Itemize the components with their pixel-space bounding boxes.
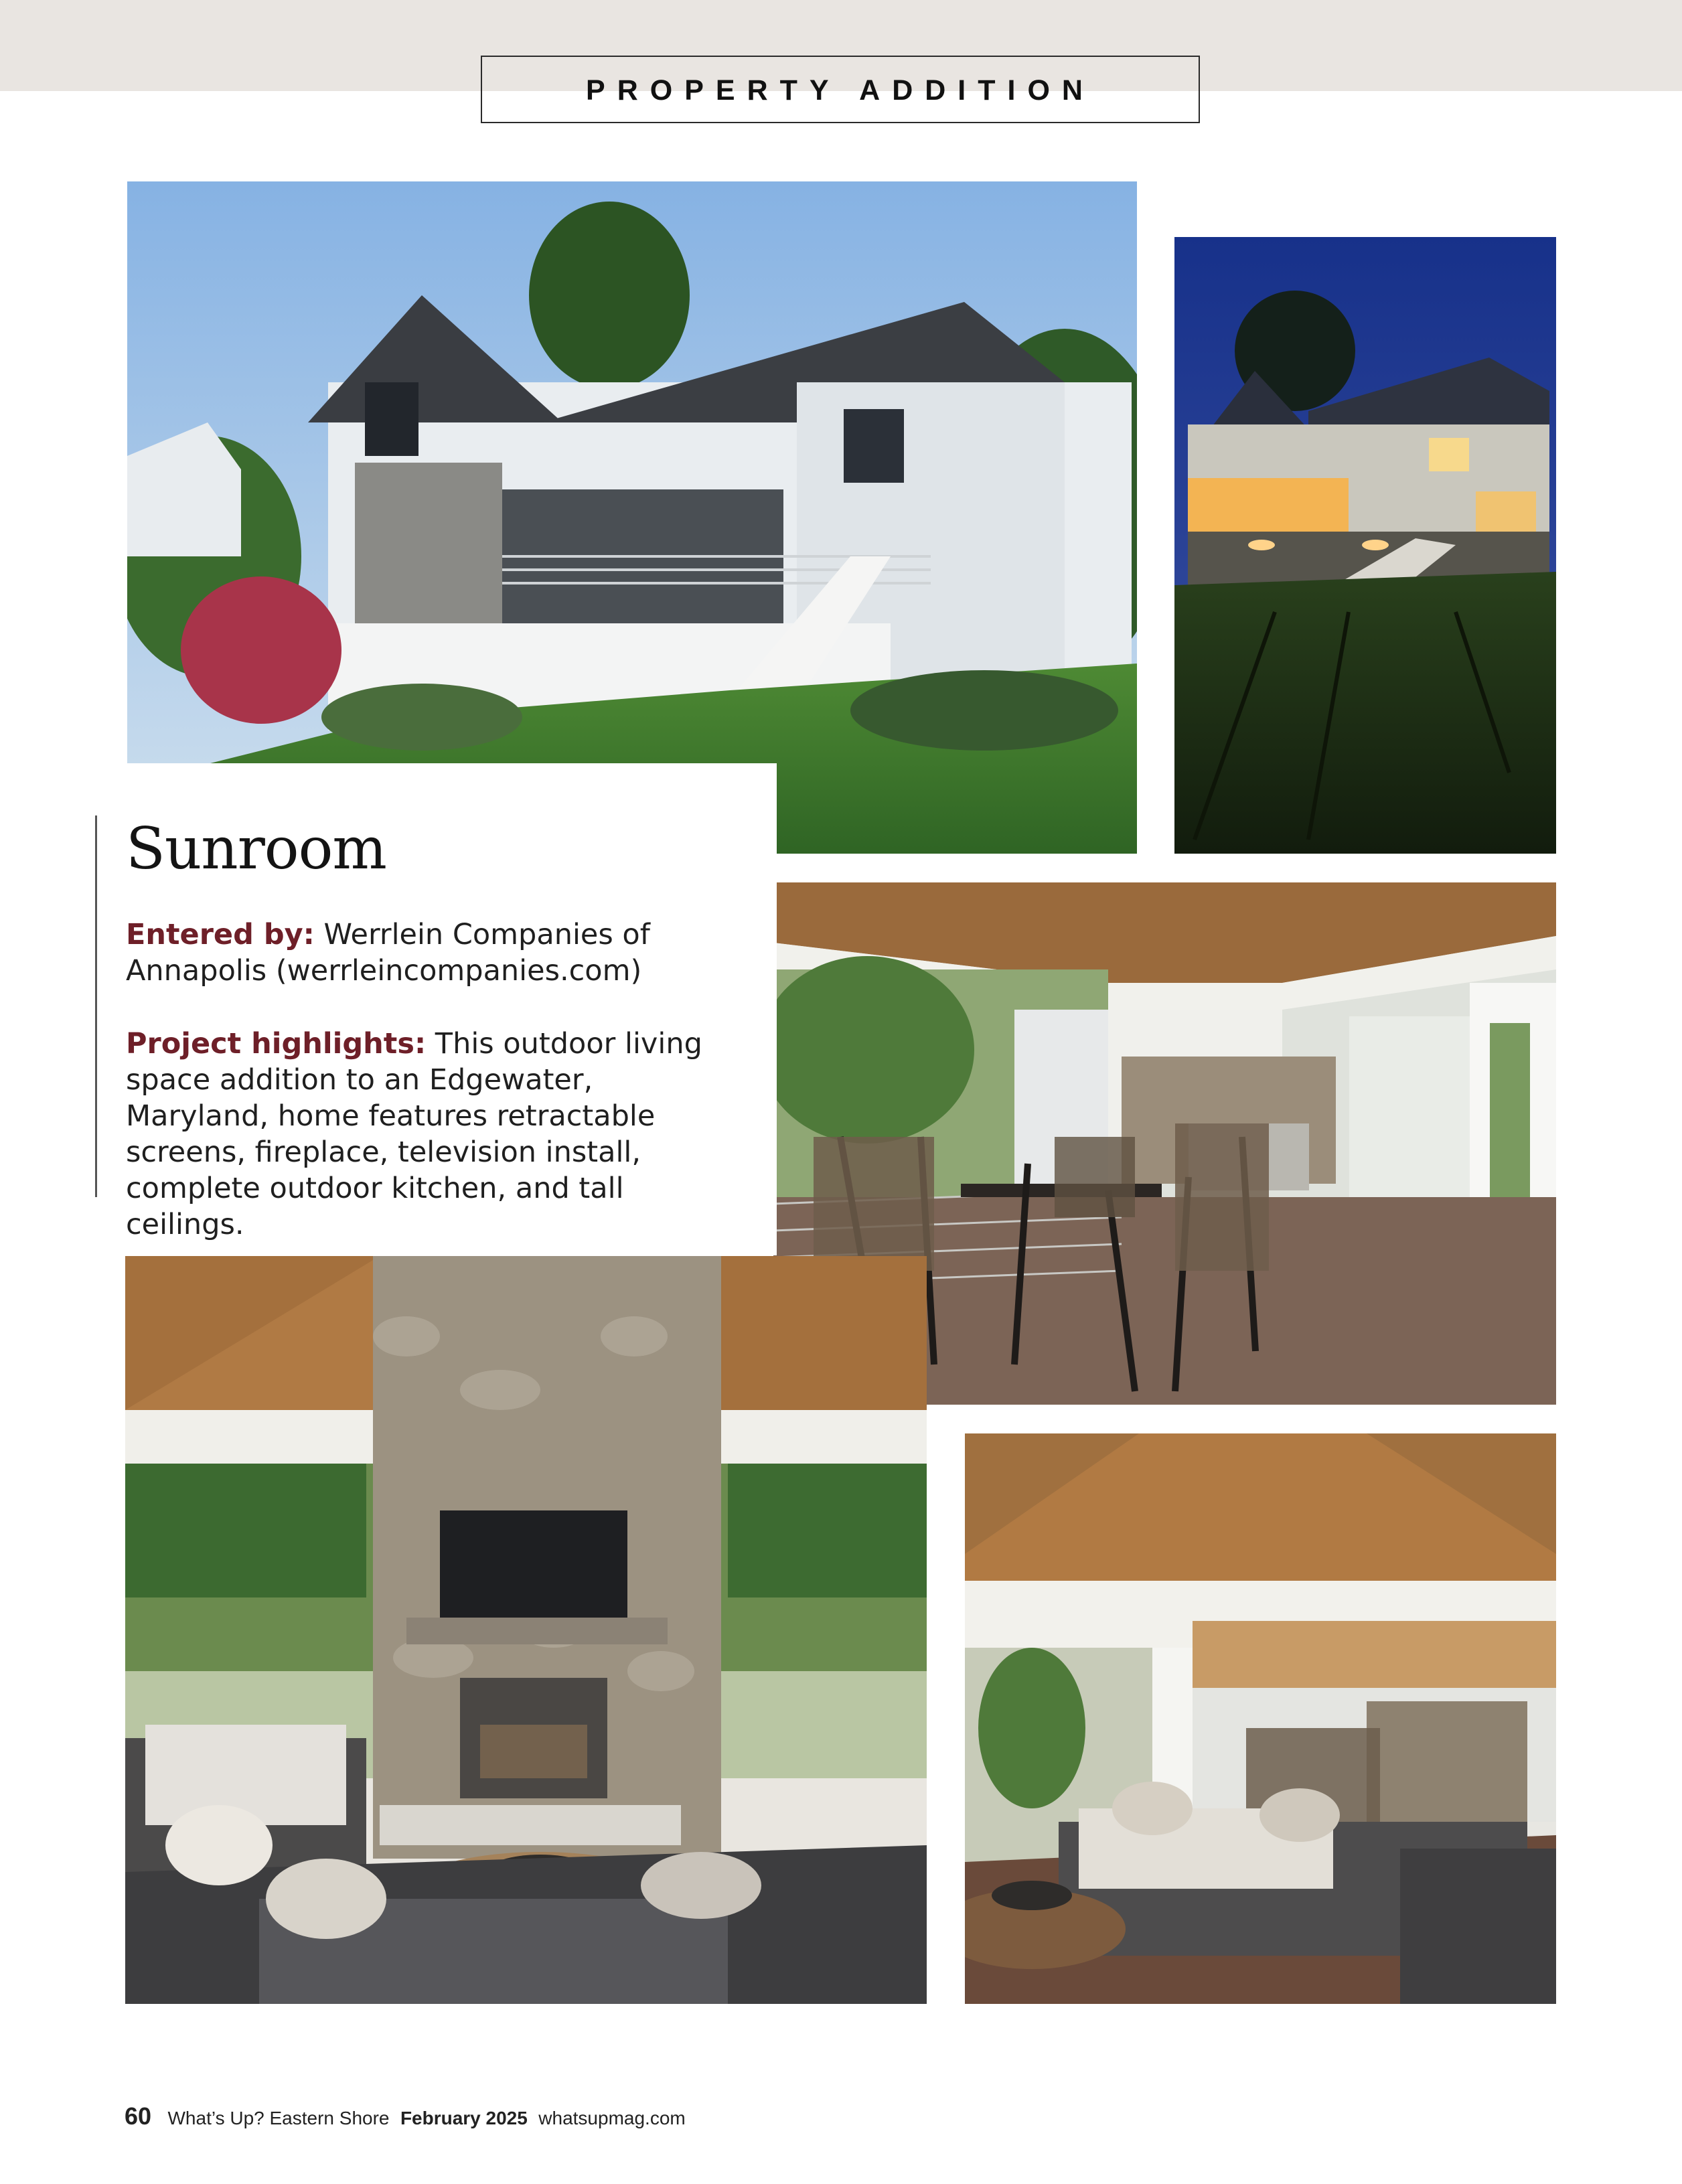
vertical-rule [95, 815, 97, 1197]
entered-by-label: Entered by: [126, 918, 315, 951]
section-label-box [481, 56, 1200, 123]
entered-by-text: Werrlein Companies of Annapolis (werrleincompanies.com) [126, 918, 650, 988]
highlights-label: Project highlights: [126, 1027, 427, 1061]
website: whatsupmag.com [538, 2108, 686, 2128]
photo-fireplace-lounge [125, 1256, 927, 2004]
publication-name: What’s Up? Eastern Shore [167, 2108, 390, 2128]
section-label: PROPERTY ADDITION [586, 74, 1095, 106]
photo-seating-area [965, 1433, 1556, 2004]
issue-date: February 2025 [400, 2108, 528, 2128]
photo-exterior-day [127, 181, 1137, 854]
page-footer [125, 2102, 686, 2130]
photo-exterior-night [1174, 237, 1556, 854]
article-title: Sunroom [126, 815, 386, 882]
page-number: 60 [125, 2102, 152, 2130]
highlights-paragraph [126, 1026, 715, 1243]
highlights-text: This outdoor living space addition to an Edgewater, Maryland, home features retractable screens, fireplace, television install, complete outdoor kitchen, and tall ceilings. [126, 1027, 702, 1241]
entered-by-paragraph [126, 917, 715, 989]
